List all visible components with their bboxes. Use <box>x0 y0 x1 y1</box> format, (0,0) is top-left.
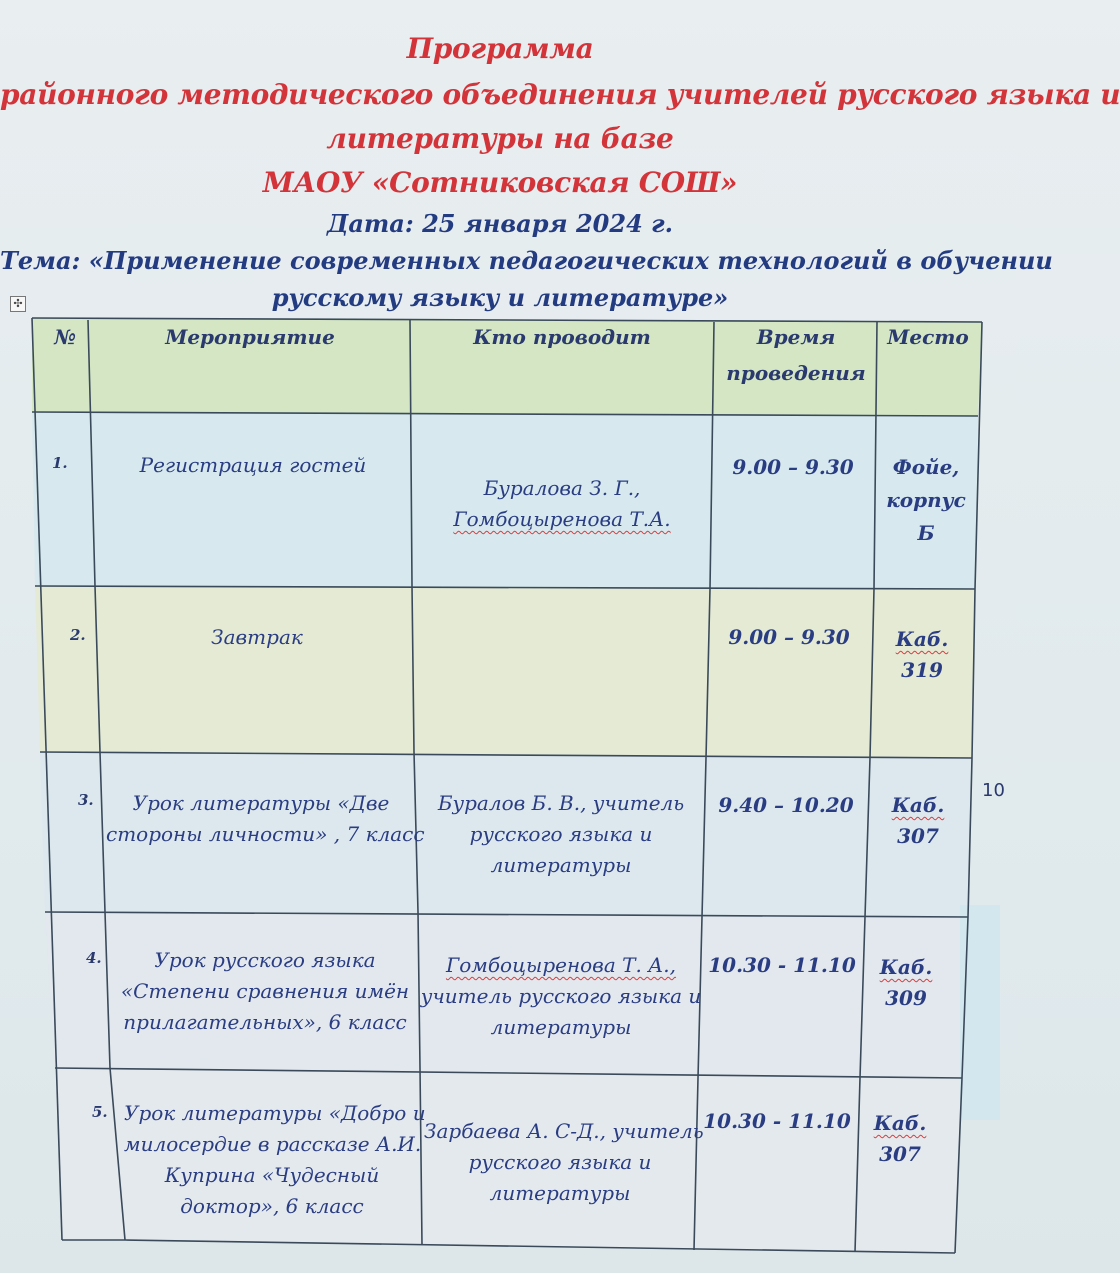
col-header-event: Мероприятие <box>165 325 335 349</box>
row-5-who-line2: русского языка и <box>468 1150 652 1174</box>
row-2-number: 2. <box>70 626 86 644</box>
col-header-time-line1: Время <box>756 325 836 349</box>
row-3-event-line1: Урок литературы «Две <box>132 791 390 815</box>
row-1-number: 1. <box>52 454 68 472</box>
row-1-who-line2: Гомбоцыренова Т.А. <box>453 507 671 531</box>
row-4-who-line2: учитель русского языка и <box>420 984 702 1008</box>
row-5-number: 5. <box>92 1103 108 1121</box>
row-5-event-line4: доктор», 6 класс <box>180 1194 364 1218</box>
school-name: МАОУ «Сотниковская СОШ» <box>262 166 738 199</box>
row-4-number: 4. <box>86 949 102 967</box>
row-3-place-line1: Каб. <box>891 793 945 817</box>
row-5-event-line2: милосердие в рассказе А.И. <box>124 1132 422 1156</box>
row-4-event-line3: прилагательных», 6 класс <box>123 1010 407 1034</box>
row-1-place-line3: Б <box>917 521 935 545</box>
row-5-who-line3: литературы <box>489 1181 631 1205</box>
row-1-event: Регистрация гостей <box>139 453 367 477</box>
program-title: Программа <box>406 32 594 65</box>
row-4-event-line2: «Степени сравнения имён <box>120 979 410 1003</box>
program-subtitle-line2: литературы на базе <box>326 122 674 155</box>
row-1-time: 9.00 – 9.30 <box>732 455 854 479</box>
row-3-place-line2: 307 <box>897 824 939 848</box>
row-2-time: 9.00 – 9.30 <box>728 625 850 649</box>
row-4-event-line1: Урок русского языка <box>154 948 376 972</box>
row-2-bg <box>35 586 975 758</box>
theme-line1: Тема: «Применение современных педагогических технологий в обучении <box>0 246 1053 275</box>
side-edge-fragment-text: 10 <box>982 780 1005 801</box>
row-2-event: Завтрак <box>211 625 303 649</box>
table-move-handle-icon[interactable]: ✣ <box>10 296 26 312</box>
side-photo-fragment <box>960 905 1000 1120</box>
col-header-who: Кто проводит <box>473 325 651 349</box>
row-1-who-line1: Буралова З. Г., <box>483 476 641 500</box>
row-3-who-line1: Буралов Б. В., учитель <box>437 791 685 815</box>
program-subtitle-line1: районного методического объединения учителей русского языка и <box>0 78 1120 111</box>
col-header-time-line2: проведения <box>726 361 866 385</box>
row-2-place-line1: Каб. <box>895 627 949 651</box>
row-3-number: 3. <box>78 791 94 809</box>
row-3-event-line2: стороны личности» , 7 класс <box>106 822 425 846</box>
row-4-place-line1: Каб. <box>879 955 933 979</box>
row-3-time: 9.40 – 10.20 <box>718 793 854 817</box>
row-3-who-line3: литературы <box>490 853 632 877</box>
theme-line2: русскому языку и литературе» <box>271 283 729 312</box>
row-4-time: 10.30 - 11.10 <box>708 953 856 977</box>
row-5-who-line1: Зарбаева А. С-Д., учитель <box>424 1119 704 1143</box>
row-4-who-line1: Гомбоцыренова Т. А., <box>445 953 677 977</box>
row-1-place-line1: Фойе, <box>892 455 960 479</box>
event-date: Дата: 25 января 2024 г. <box>327 209 673 238</box>
row-5-event-line1: Урок литературы «Добро и <box>124 1101 426 1125</box>
row-5-time: 10.30 - 11.10 <box>703 1109 851 1133</box>
row-3-who-line2: русского языка и <box>469 822 653 846</box>
row-5-place-line1: Каб. <box>873 1111 927 1135</box>
col-header-number: № <box>54 325 76 349</box>
row-2-place-line2: 319 <box>901 658 943 682</box>
col-header-place: Место <box>887 325 969 349</box>
row-4-place-line2: 309 <box>885 986 927 1010</box>
row-5-event-line3: Куприна «Чудесный <box>164 1163 380 1187</box>
row-4-who-line3: литературы <box>490 1015 632 1039</box>
row-1-place-line2: корпус <box>886 488 966 512</box>
row-5-place-line2: 307 <box>879 1142 921 1166</box>
